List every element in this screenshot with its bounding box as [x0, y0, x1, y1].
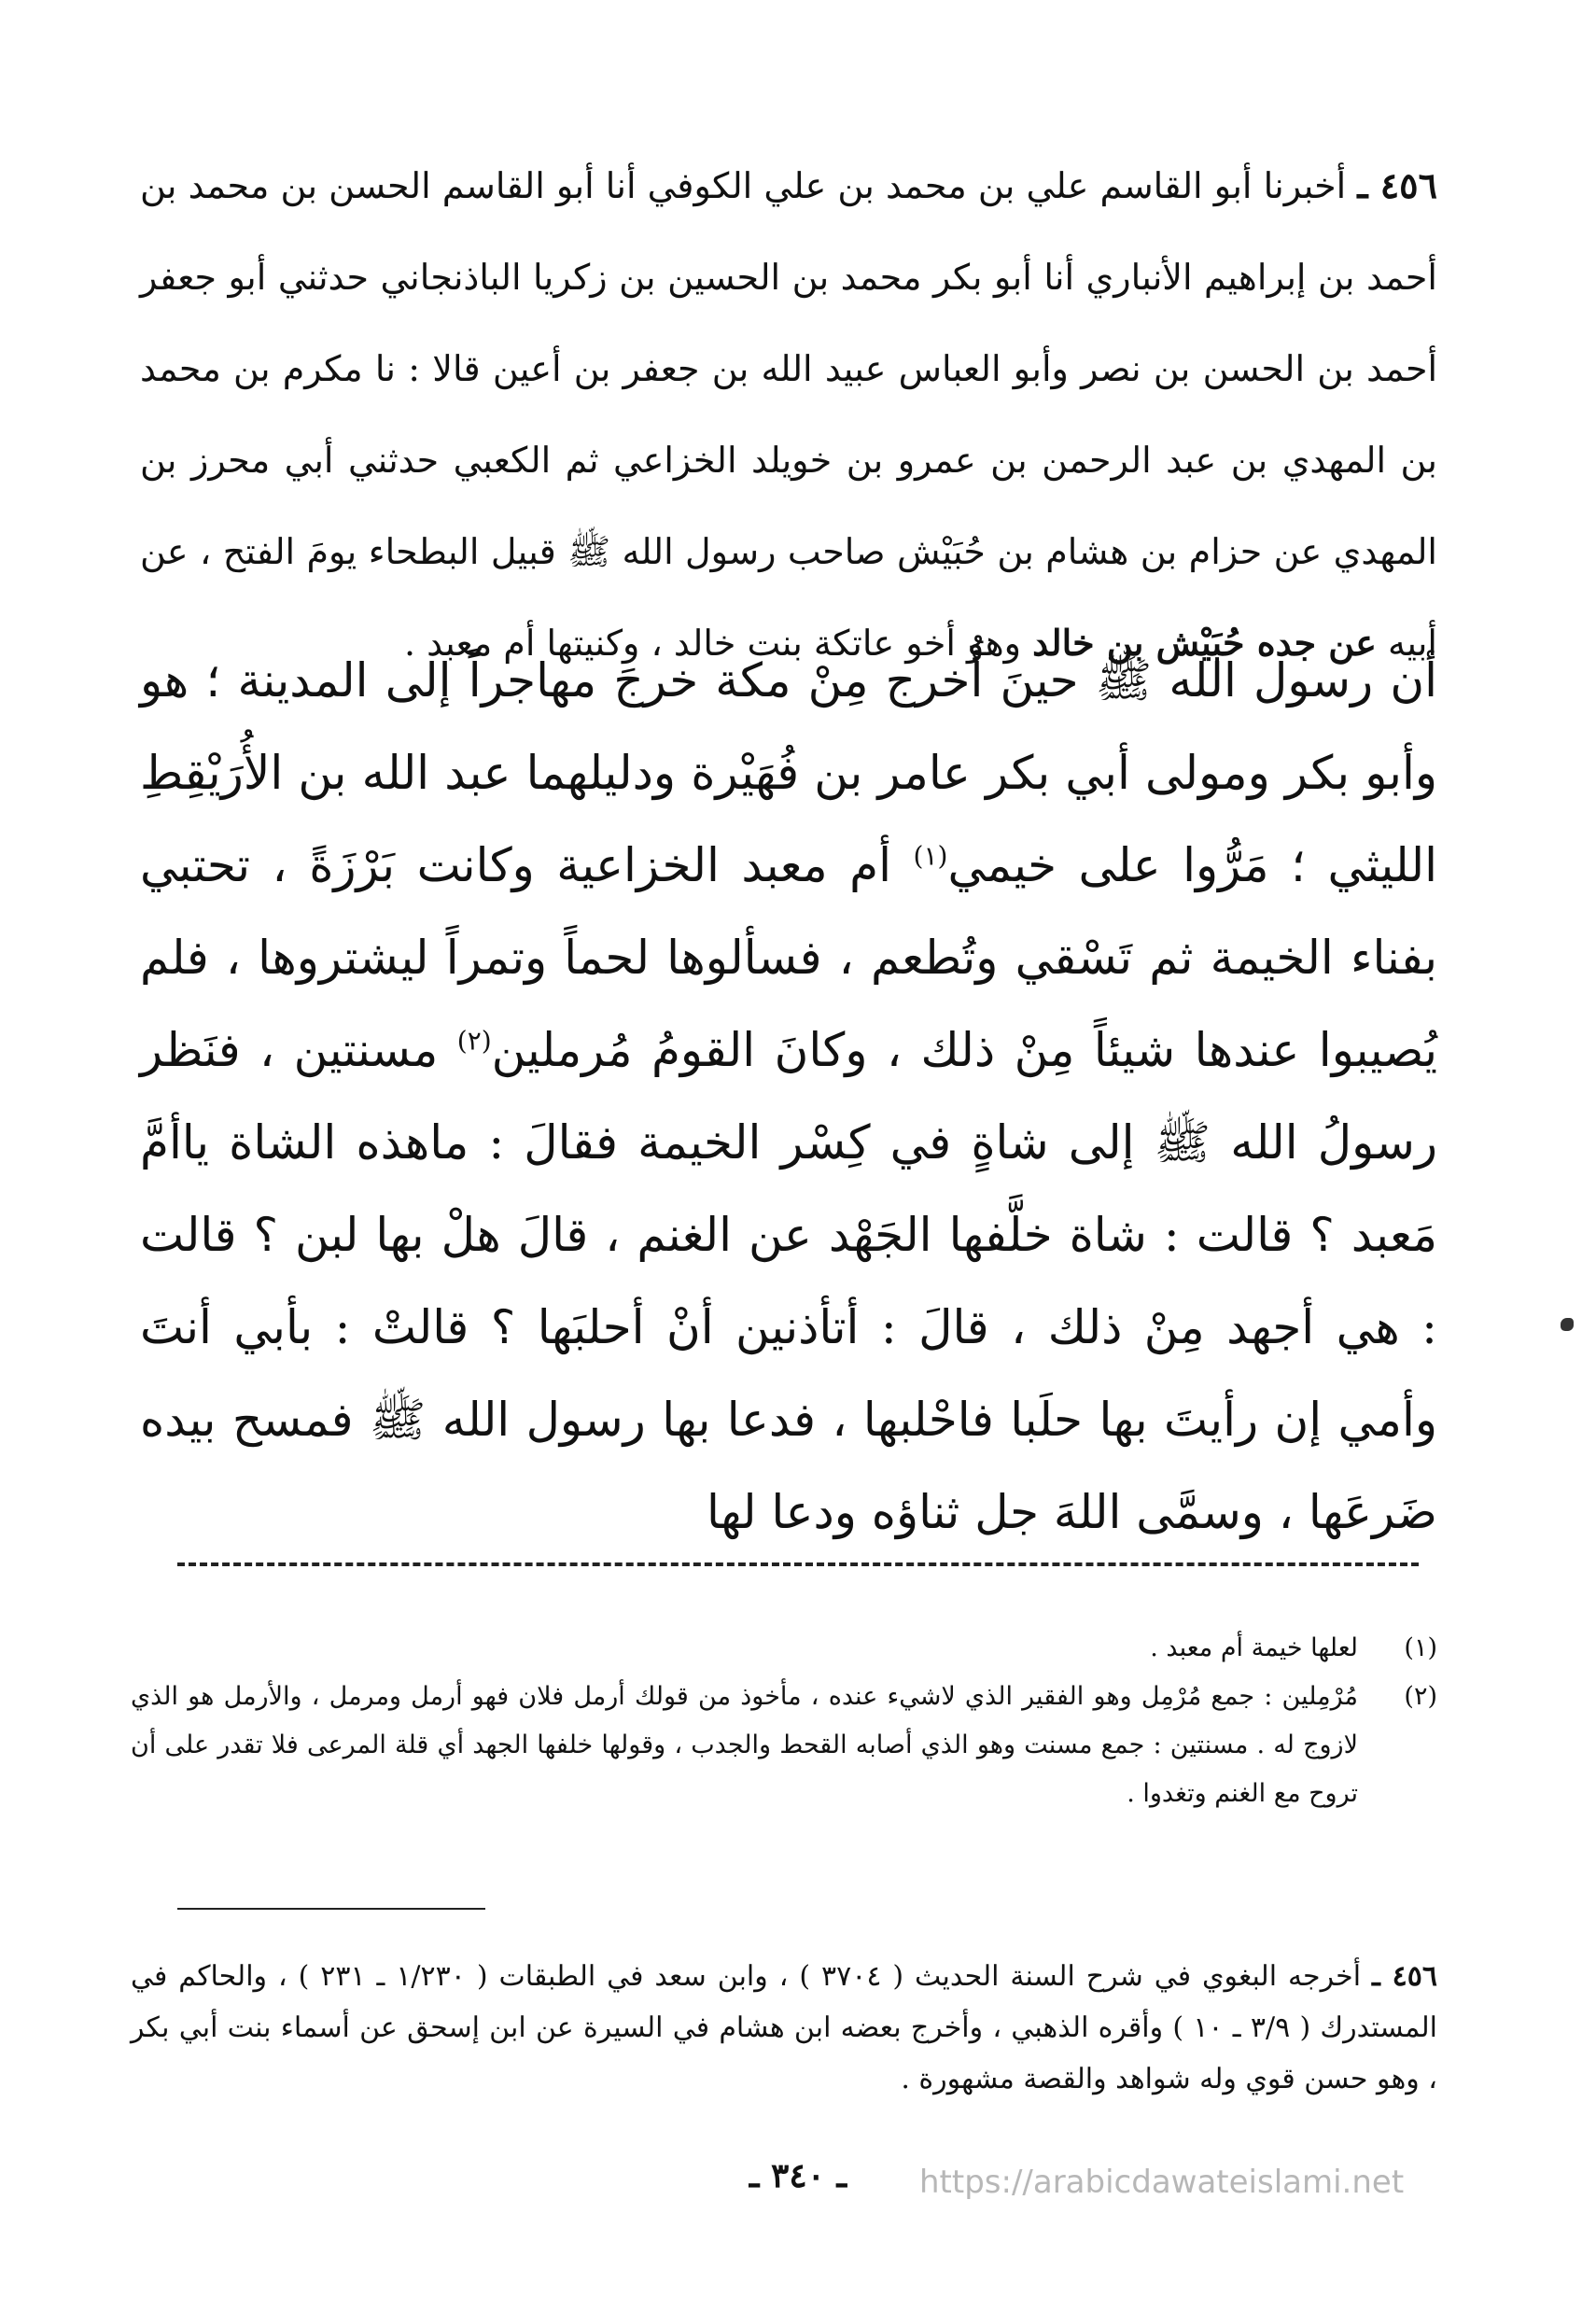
footnote-number: (٢) [1404, 1682, 1437, 1711]
takhrij-paragraph [131, 1951, 1437, 2105]
takhrij-text: أخرجه البغوي في شرح السنة الحديث ( ٣٧٠٤ ) ، وابن سعد في الطبقات ( ١/٢٣٠ ـ ٢٣١ ) ، والحاكم في المستدرك ( ٣/٩ ـ ١٠ ) وأقره الذهبي ، وأخرج بعضه ابن هشام في السيرة عن ابن إسحق عن أسماء بنت أبي بكر ، وهو حسن قوي وله شواهد والقصة مشهورة . [131, 1960, 1437, 2095]
footnote-ref-2: (٢) [456, 1025, 492, 1057]
takhrij-number: ٤٥٦ ـ [1372, 1960, 1437, 1993]
editor-footnotes [131, 1624, 1437, 1818]
matn-paragraph [140, 635, 1437, 1559]
isnad-text: أخبرنا أبو القاسم علي بن محمد بن علي الكوفي أنا أبو القاسم الحسن بن محمد بن أحمد بن إبراهيم الأنباري أنا أبو بكر محمد بن الحسين بن زكريا الباذنجاني حدثني أبو جعفر أحمد بن الحسن بن نصر وأبو العباس عبيد الله بن جعفر بن أعين قالا : نا مكرم بن محمد بن المهدي بن عبد الرحمن بن عمرو بن خويلد الخزاعي ثم الكعبي حدثني أبي محرز بن المهدي عن حزام بن هشام بن حُبَيْش صاحب رسول الله ﷺ قبيل البطحاء يومَ الفتح ، عن أبيه [140, 165, 1437, 664]
footnote-text: لعلها خيمة أم معبد . [1150, 1633, 1358, 1662]
footnote-ref-1: (١) [913, 840, 948, 872]
hadith-number: ٤٥٦ ـ [1357, 164, 1437, 206]
matn-text-2: أم معبد الخزاعية وكانت بَرْزَةً ، تحتبي بفناء الخيمة ثم تَسْقي وتُطعم ، فسألوها لحماً وتمراً ليشتروها ، فلم يُصيبوا عندها شيئاً مِنْ ذلك ، وكانَ القومُ مُرملين [140, 838, 1437, 1077]
matn-text-3: مسنتين ، فنَظر رسولُ الله ﷺ إلى شاةٍ في كِسْر الخيمة فقالَ : ماهذه الشاة ياأمَّ مَعبد ؟ قالت : شاة خلَّفها الجَهْد عن الغنم ، قالَ هلْ بها لبن ؟ قالت : هي أجهد مِنْ ذلك ، قالَ : أتأذنين أنْ أحلبَها ؟ قالتْ : بأبي أنتَ وأمي إن رأيتَ بها حلَبا فاحْلبها ، فدعا بها رسول الله ﷺ فمسح بيده ضَرعَها ، وسمَّى اللهَ جل ثناؤه ودعا لها [140, 1023, 1437, 1539]
watermark-url: https://arabicdawateislami.net [919, 2164, 1405, 2201]
footnote-number: (١) [1404, 1633, 1437, 1662]
dashed-separator [177, 1562, 1419, 1566]
ink-speck [1561, 1318, 1574, 1331]
isnad-paragraph [140, 140, 1437, 689]
footnote-item [131, 1624, 1437, 1673]
footnote-text: مُرْمِلين : جمع مُرْمِل وهو الفقير الذي لاشيء عنده ، مأخوذ من قولك أرمل فلان فهو أرمل ومرمل ، والأرمل هو الذي لازوج له . مسنتين : جمع مسنت وهو الذي أصابه القحط والجدب ، وقولها خلفها الجهد أي قلة المرعى فلا تقدر على أن تروح مع الغنم وتغدوا . [131, 1682, 1358, 1808]
footnote-item [131, 1673, 1437, 1818]
narrator-name: عن جده حُبَيْش بن خالد [1032, 622, 1377, 664]
isnad-tail: وهو أخو عاتكة بنت خالد ، وكنيتها أم معبد . [403, 623, 1021, 664]
page-number: ـ ٣٤٠ ـ [749, 2156, 847, 2195]
matn-text-1: أن رسول الله ﷺ حينَ أُخرج مِنْ مكة خرجَ مهاجراً إلى المدينة ؛ هو وأبو بكر ومولى أبي بكر عامر بن فُهَيْرة ودليلهما عبد الله بن الأُرَيْقِطِ الليثي ؛ مَرُّوا على خيمي [140, 653, 1438, 892]
footnote-rule [177, 1908, 485, 1910]
